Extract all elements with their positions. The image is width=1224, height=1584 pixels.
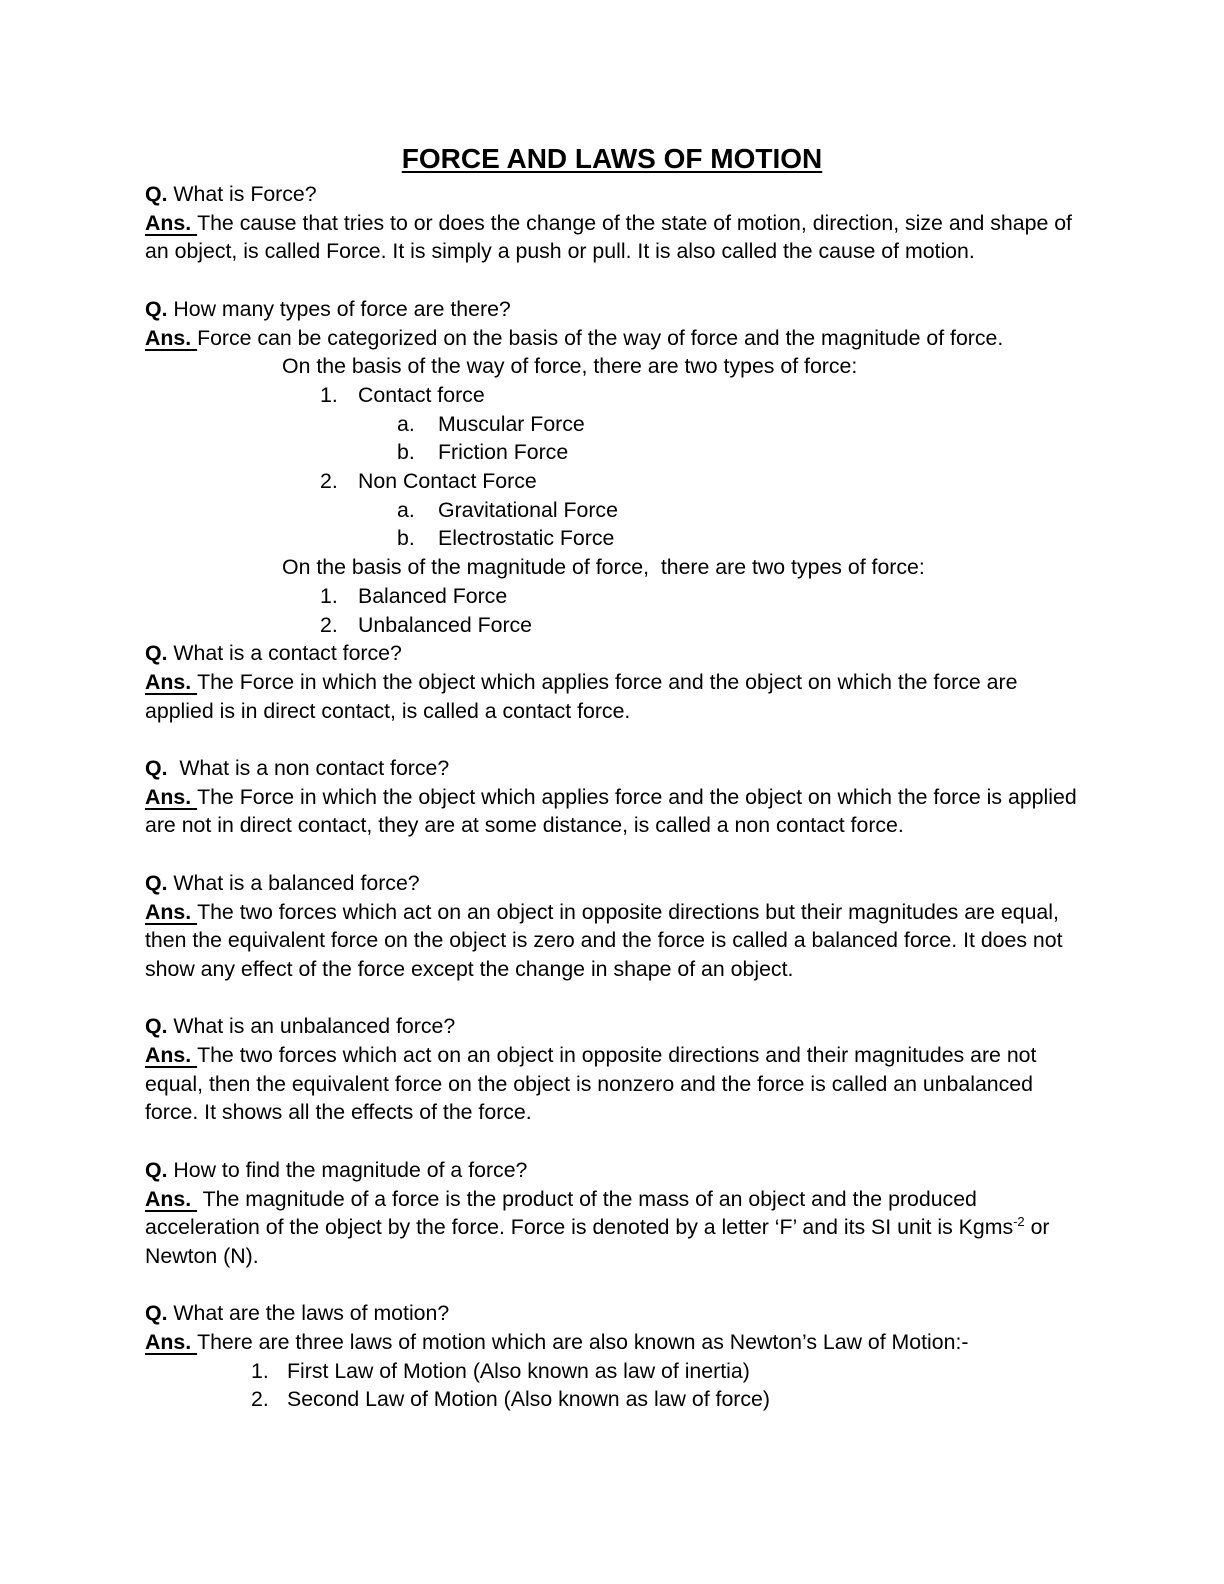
answer-label: Ans. — [145, 669, 198, 694]
list-item — [145, 1385, 1079, 1414]
answer-superscript: -2 — [1013, 1214, 1025, 1230]
page-title: FORCE AND LAWS OF MOTION — [401, 143, 823, 174]
question-label: Q. — [145, 641, 168, 666]
list-item — [145, 1357, 1079, 1386]
answer-line — [145, 668, 1079, 725]
list-marker: 1. — [320, 583, 338, 608]
list-item — [145, 582, 1079, 611]
question-text: What is an unbalanced force? — [167, 1014, 456, 1039]
question-text: How to find the magnitude of a force? — [167, 1157, 528, 1182]
answer-line — [145, 209, 1079, 266]
list-item-text: Unbalanced Force — [358, 612, 533, 637]
list-item-text: Balanced Force — [358, 583, 508, 608]
answer-text: The two forces which act on an object in opposite directions but their magnitudes are equal, then the equivalent force on the object is zero and the force is called a balanced force. It does not show any effect of the force except the change in shape of an object. — [145, 899, 1069, 981]
question-label: Q. — [145, 870, 168, 895]
answer-label: Ans. — [145, 1330, 198, 1355]
list-marker: b. — [397, 526, 415, 551]
question-line — [145, 1012, 1079, 1041]
list-item — [145, 524, 1079, 553]
question-label: Q. — [145, 1301, 168, 1326]
list-item — [145, 467, 1079, 496]
answer-line — [145, 898, 1079, 984]
question-label: Q. — [145, 1014, 168, 1039]
list-item-text: Second Law of Motion (Also known as law of force) — [287, 1387, 770, 1412]
qa-block — [145, 295, 1079, 639]
list-marker: 1. — [251, 1358, 269, 1383]
answer-label: Ans. — [145, 210, 198, 235]
list-item-text: Friction Force — [438, 440, 569, 465]
qa-block — [145, 639, 1079, 725]
answer-label: Ans. — [145, 899, 198, 924]
answer-line — [145, 1041, 1079, 1127]
answer-line — [145, 324, 1079, 353]
list-item — [145, 410, 1079, 439]
list-item-text: Contact force — [358, 382, 485, 407]
list-item — [145, 496, 1079, 525]
list-marker: 1. — [320, 382, 338, 407]
qa-block — [145, 1299, 1079, 1414]
answer-label: Ans. — [145, 784, 198, 809]
qa-block — [145, 180, 1079, 266]
list-marker: 2. — [320, 469, 338, 494]
question-line — [145, 295, 1079, 324]
question-line — [145, 639, 1079, 668]
intro-text: On the basis of the way of force, there are two types of force: — [282, 354, 858, 379]
question-text: What is a contact force? — [167, 641, 402, 666]
question-line — [145, 754, 1079, 783]
question-text: What is a non contact force? — [167, 756, 450, 781]
question-text: What are the laws of motion? — [167, 1301, 450, 1326]
answer-label: Ans. — [145, 325, 198, 350]
list-item — [145, 381, 1079, 410]
question-label: Q. — [145, 296, 168, 321]
list-marker: 2. — [320, 612, 338, 637]
intro-line — [145, 553, 1079, 582]
question-label: Q. — [145, 182, 168, 206]
question-line — [145, 1156, 1079, 1185]
question-label: Q. — [145, 756, 168, 781]
answer-text: The two forces which act on an object in opposite directions and their magnitudes are not equal, then the equivalent force on the object is nonzero and the force is called an unbalanced force. It shows all the effects of the force. — [145, 1043, 1043, 1125]
answer-text: The Force in which the object which applies force and the object on which the force are applied is in direct contact, is called a contact force. — [145, 669, 1024, 723]
list-item — [145, 438, 1079, 467]
list-item — [145, 611, 1079, 640]
qa-block — [145, 1156, 1079, 1271]
list-item-text: Muscular Force — [438, 411, 585, 436]
intro-line — [145, 352, 1079, 381]
list-marker: a. — [397, 497, 415, 522]
answer-text: The Force in which the object which applies force and the object on which the force is applied are not in direct contact, they are at some distance, is called a non contact force. — [145, 784, 1083, 838]
list-marker: a. — [397, 411, 415, 436]
intro-text: On the basis of the magnitude of force, there are two types of force: — [282, 555, 925, 580]
qa-block — [145, 869, 1079, 984]
list-item-text: Electrostatic Force — [438, 526, 615, 551]
answer-text: The magnitude of a force is the product of the mass of an object and the produced acceleration of the object by the force. Force is denoted by a letter ‘F’ and its SI unit is Kgms$^{-2}$ or Newton (N). — [145, 1186, 1056, 1268]
question-text: How many types of force are there? — [167, 296, 511, 321]
list-item-text: Gravitational Force — [438, 497, 618, 522]
answer-label: Ans. — [145, 1186, 198, 1211]
question-text: What is Force? — [167, 182, 317, 206]
question-label: Q. — [145, 1157, 168, 1182]
qa-blocks — [145, 180, 1083, 1414]
answer-label: Ans. — [145, 1043, 198, 1068]
list-marker: b. — [397, 440, 415, 465]
list-item-text: Non Contact Force — [358, 469, 537, 494]
qa-block — [145, 754, 1083, 840]
answer-text: Force can be categorized on the basis of the way of force and the magnitude of force. — [197, 325, 1004, 350]
list-marker: 2. — [251, 1387, 269, 1412]
answer-text: There are three laws of motion which are also known as Newton’s Law of Motion:- — [197, 1330, 969, 1355]
question-text: What is a balanced force? — [167, 870, 420, 895]
question-line — [145, 1299, 1079, 1328]
answer-text: The cause that tries to or does the change of the state of motion, direction, size and shape of an object, is called Force. It is simply a push or pull. It is also called the cause of motion. — [145, 210, 1078, 264]
answer-line — [145, 1328, 1079, 1357]
list-item-text: First Law of Motion (Also known as law of inertia) — [287, 1358, 750, 1383]
question-line — [145, 180, 1079, 209]
answer-line — [145, 1185, 1079, 1271]
answer-line — [145, 783, 1083, 840]
question-line — [145, 869, 1079, 898]
qa-block — [145, 1012, 1079, 1127]
